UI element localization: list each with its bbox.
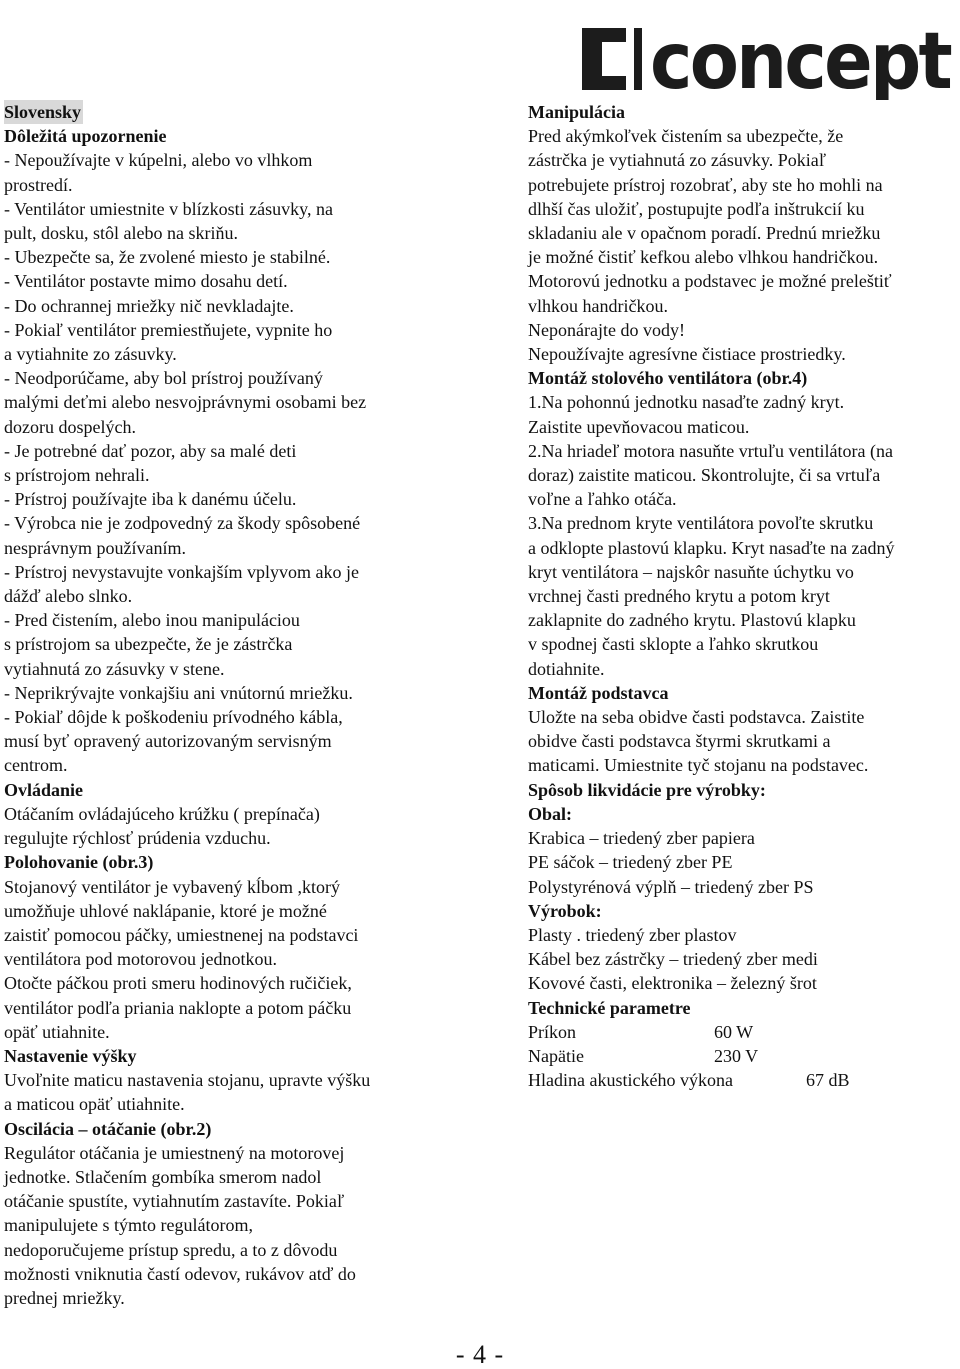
- section-heading: Dôležitá upozornenie: [4, 126, 167, 147]
- text-line: obidve časti podstavca štyrmi skrutkami a: [528, 731, 831, 752]
- section-heading: Manipulácia: [528, 102, 626, 122]
- section-heading: Spôsob likvidácie pre výrobky:: [528, 779, 766, 800]
- param-label: Napätie: [528, 1045, 584, 1066]
- text-line: kryt ventilátora – najskôr nasuňte úchytku vo: [528, 561, 854, 582]
- text-line: Krabica – triedený zber papiera: [528, 828, 755, 849]
- text-line: Motorovú jednotku a podstavec je možné preleštiť: [528, 271, 892, 292]
- logo-mark-bar: [634, 28, 642, 90]
- text-line: zástrčka je vytiahnutá zo zásuvky. Pokiaľ: [528, 150, 827, 171]
- param-row: [528, 1044, 956, 1068]
- text-line: doraz) zaistite maticou. Skontrolujte, či sa vrtuľa: [528, 465, 881, 486]
- text-line: potrebujete prístroj rozobrať, aby ste ho mohli na: [528, 174, 883, 195]
- text-line: opäť utiahnite.: [4, 1021, 110, 1042]
- text-line: Otočte páčkou proti smeru hodinových ručičiek,: [4, 973, 352, 994]
- text-line: ventilátor podľa priania naklopte a potom páčku: [4, 997, 352, 1018]
- text-line: prednej mriežky.: [4, 1287, 125, 1308]
- text-line: prostredí.: [4, 174, 73, 195]
- text-line: - Ventilátor postavte mimo dosahu detí.: [4, 271, 288, 292]
- text-line: centrom.: [4, 755, 68, 776]
- text-line: manipulujete s týmto regulátorom,: [4, 1215, 253, 1236]
- param-value: 60 W: [714, 1021, 754, 1042]
- text-line: umožňuje uhlové naklápanie, ktoré je možné: [4, 900, 327, 921]
- text-line: Kovové časti, elektronika – železný šrot: [528, 973, 817, 994]
- param-label: Príkon: [528, 1021, 577, 1042]
- language-label: Slovensky: [4, 100, 83, 124]
- section-heading: Oscilácia – otáčanie (obr.2): [4, 1118, 212, 1139]
- text-line: pult, dosku, stôl alebo na skriňu.: [4, 223, 238, 244]
- text-line: a maticou opäť utiahnite.: [4, 1094, 185, 1115]
- param-row: [528, 1068, 956, 1092]
- text-line: - Výrobca nie je zodpovedný za škody spôsobené: [4, 513, 361, 534]
- param-row: [528, 1020, 956, 1044]
- text-line: 1.Na pohonnú jednotku nasaďte zadný kryt.: [528, 392, 845, 413]
- text-line: možnosti vniknutia častí odevov, rukávov atď do: [4, 1263, 356, 1284]
- section-heading: Polohovanie (obr.3): [4, 852, 154, 873]
- text-line: a odklopte plastovú klapku. Kryt nasaďte na zadný: [528, 537, 895, 558]
- section-heading: Obal:: [528, 803, 573, 824]
- text-line: Neponárajte do vody!: [528, 319, 685, 340]
- text-line: Stojanový ventilátor je vybavený kĺbom ,ktorý: [4, 876, 340, 897]
- text-line: - Pokiaľ dôjde k poškodeniu prívodného kábla,: [4, 707, 343, 728]
- left-column: [4, 100, 464, 1310]
- text-line: regulujte rýchlosť prúdenia vzduchu.: [4, 828, 271, 849]
- text-line: - Prístroj nevystavujte vonkajším vplyvom ako je: [4, 561, 359, 582]
- text-line: Kábel bez zástrčky – triedený zber medi: [528, 949, 818, 970]
- text-line: Polystyrénová výplň – triedený zber PS: [528, 876, 814, 897]
- logo-mark-left: [582, 28, 626, 90]
- text-line: malými deťmi alebo nesvojprávnymi osobami bez: [4, 392, 367, 413]
- text-line: zaistiť pomocou páčky, umiestnenej na podstavci: [4, 924, 359, 945]
- text-line: - Ventilátor umiestnite v blízkosti zásuvky, na: [4, 198, 333, 219]
- text-line: - Prístroj používajte iba k danému účelu.: [4, 489, 297, 510]
- param-value: 67 dB: [806, 1070, 850, 1091]
- text-line: Pred akýmkoľvek čistením sa ubezpečte, že: [528, 126, 844, 147]
- text-line: musí byť opravený autorizovaným servisným: [4, 731, 332, 752]
- text-line: Nepoužívajte agresívne čistiace prostriedky.: [528, 344, 846, 365]
- text-line: Uložte na seba obidve časti podstavca. Zaistite: [528, 707, 865, 728]
- page-number: - 4 -: [455, 1340, 505, 1369]
- text-line: maticami. Umiestnite tyč stojanu na podstavec.: [528, 755, 869, 776]
- concept-logo-graphic: [576, 18, 956, 100]
- text-line: Zaistite upevňovacou maticou.: [528, 416, 750, 437]
- text-line: - Je potrebné dať pozor, aby sa malé deti: [4, 440, 297, 461]
- text-line: - Do ochrannej mriežky nič nevkladajte.: [4, 295, 294, 316]
- text-line: ventilátora pod motorovou jednotkou.: [4, 949, 277, 970]
- text-line: PE sáčok – triedený zber PE: [528, 852, 733, 873]
- text-line: - Nepoužívajte v kúpelni, alebo vo vlhkom: [4, 150, 313, 171]
- text-line: nesprávnym používaním.: [4, 537, 186, 558]
- text-line: - Ubezpečte sa, že zvolené miesto je stabilné.: [4, 247, 331, 268]
- text-line: - Neodporúčame, aby bol prístroj používaný: [4, 368, 323, 389]
- text-line: a vytiahnite zo zásuvky.: [4, 344, 177, 365]
- text-line: Uvoľnite maticu nastavenia stojanu, upravte výšku: [4, 1070, 371, 1091]
- text-line: vlhkou handričkou.: [528, 295, 668, 316]
- concept-logo: [576, 18, 956, 100]
- text-line: je možné čistiť kefkou alebo vlhkou handričkou.: [528, 247, 879, 268]
- text-line: Otáčaním ovládajúceho krúžku ( prepínača): [4, 803, 320, 824]
- param-value: 230 V: [714, 1045, 759, 1066]
- text-line: nedoporučujeme prístup spredu, a to z dôvodu: [4, 1239, 338, 1260]
- section-heading: Ovládanie: [4, 779, 84, 800]
- text-line: dozoru dospelých.: [4, 416, 136, 437]
- section-heading: Nastavenie výšky: [4, 1045, 137, 1066]
- text-line: Regulátor otáčania je umiestnený na motorovej: [4, 1142, 345, 1163]
- section-heading: Výrobok:: [528, 900, 602, 921]
- right-column: [528, 100, 956, 1092]
- text-line: v spodnej časti sklopte a ľahko skrutkou: [528, 634, 819, 655]
- text-line: dotiahnite.: [528, 658, 605, 679]
- text-line: dážď alebo slnko.: [4, 586, 133, 607]
- text-line: vytiahnutá zo zásuvky v stene.: [4, 658, 225, 679]
- text-line: Plasty . triedený zber plastov: [528, 924, 737, 945]
- text-line: otáčanie spustíte, vytiahnutím zastavíte. Pokiaľ: [4, 1191, 345, 1212]
- logo-wordmark: concept: [650, 18, 952, 100]
- text-line: dlhší čas uložiť, postupujte podľa inštrukcií ku: [528, 198, 865, 219]
- text-line: s prístrojom sa ubezpečte, že je zástrčka: [4, 634, 293, 655]
- section-heading: Technické parametre: [528, 997, 691, 1018]
- text-line: 2.Na hriadeľ motora nasuňte vrtuľu ventilátora (na: [528, 440, 894, 461]
- text-line: 3.Na prednom kryte ventilátora povoľte skrutku: [528, 513, 874, 534]
- text-line: vrchnej časti predného krytu a potom kryt: [528, 586, 830, 607]
- section-heading: [4, 100, 464, 124]
- section-heading: Montáž podstavca: [528, 682, 669, 703]
- text-line: zaklapnite do zadného krytu. Plastovú klapku: [528, 610, 856, 631]
- section-heading: Montáž stolového ventilátora (obr.4): [528, 368, 808, 389]
- text-line: skladaniu ale v opačnom poradí. Prednú mriežku: [528, 223, 881, 244]
- text-line: - Pred čistením, alebo inou manipuláciou: [4, 610, 300, 631]
- text-line: jednotke. Stlačením gombíka smerom nadol: [4, 1166, 322, 1187]
- text-line: - Neprikrývajte vonkajšiu ani vnútornú mriežku.: [4, 682, 353, 703]
- text-line: s prístrojom nehrali.: [4, 465, 150, 486]
- text-line: voľne a ľahko otáča.: [528, 489, 677, 510]
- param-label: Hladina akustického výkona: [528, 1070, 733, 1091]
- text-line: - Pokiaľ ventilátor premiestňujete, vypnite ho: [4, 319, 333, 340]
